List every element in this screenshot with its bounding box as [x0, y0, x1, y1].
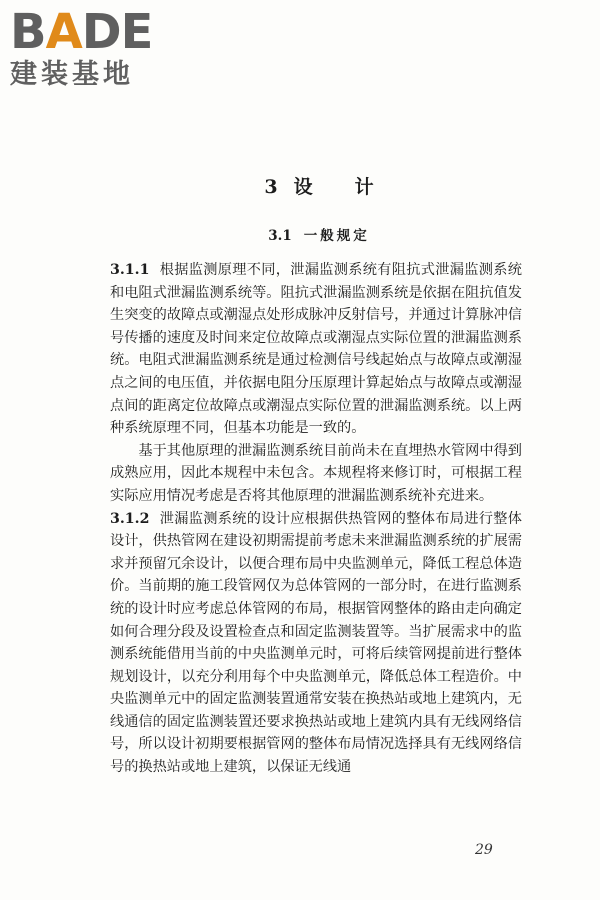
section-number: 3.1	[268, 228, 292, 244]
logo-letters-de: DE	[81, 4, 153, 60]
chapter-number: 3	[264, 176, 280, 198]
paragraph-text: 基于其他原理的泄漏监测系统目前尚未在直埋热水管网中得到成熟应用，因此本规程中未包含。本规程将来修订时，可根据工程实际应用情况考虑是否将其他原理的泄漏监测系统补充进来。	[110, 442, 522, 504]
logo-letter-b: B	[10, 4, 46, 60]
logo-letter-a: A	[45, 4, 82, 60]
section-title-text: 一般规定	[303, 228, 370, 244]
page-number: 29	[475, 842, 493, 858]
clause-number: 3.1.1	[110, 262, 150, 278]
clause-text: 泄漏监测系统的设计应根据供热管网的整体布局进行整体设计，供热管网在建设初期需提前考虑未来泄漏监测系统的扩展需求并预留冗余设计，以便合理布局中央监测单元，降低工程总体造价。当前期的施工段管网仅为总体管网的一部分时，在进行监测系统的设计时应考虑总体管网的布局，根据管网整体的路由走向确定如何合理分段及设置检查点和固定监测装置等。当扩展需求中的监测系统能借用当前的中央监测单元时，可将后续管网提前进行整体规划设计，以充分利用每个中央监测单元，降低总体工程造价。中央监测单元中的固定监测装置通常安装在换热站或地上建筑内，无线通信的固定监测装置还要求换热站或地上建筑内具有无线网络信号，所以设计初期要根据管网的整体布局情况选择具有无线网络信号的换热站或地上建筑，以保证无线通	[110, 510, 522, 776]
clause-text: 根据监测原理不同，泄漏监测系统有阻抗式泄漏监测系统和电阻式泄漏监测系统等。阻抗式泄漏监测系统是依据在阻抗值发生突变的故障点或潮湿点处形成脉冲反射信号，并通过计算脉冲信号传播的速度及时间来定位故障点或潮湿点实际位置的泄漏监测系统。电阻式泄漏监测系统是通过检测信号线起始点与故障点或潮湿点之间的电压值，并依据电阻分压原理计算起始点与故障点或潮湿点间的距离定位故障点或潮湿点实际位置的泄漏监测系统。以上两种系统原理不同，但基本功能是一致的。	[110, 262, 522, 437]
clause-3-1-1	[110, 259, 522, 440]
logo-subtitle: 建装基地	[10, 59, 134, 90]
paragraph-other-principles	[110, 440, 522, 508]
clause-number: 3.1.2	[110, 510, 150, 527]
clause-3-1-2	[110, 508, 522, 779]
body-text	[110, 259, 522, 779]
chapter-title	[0, 172, 600, 199]
bade-logo	[10, 6, 180, 90]
logo-wordmark	[10, 6, 180, 58]
section-title	[0, 224, 600, 244]
chapter-title-char-1: 设	[293, 176, 315, 198]
chapter-title-char-2: 计	[354, 176, 376, 198]
